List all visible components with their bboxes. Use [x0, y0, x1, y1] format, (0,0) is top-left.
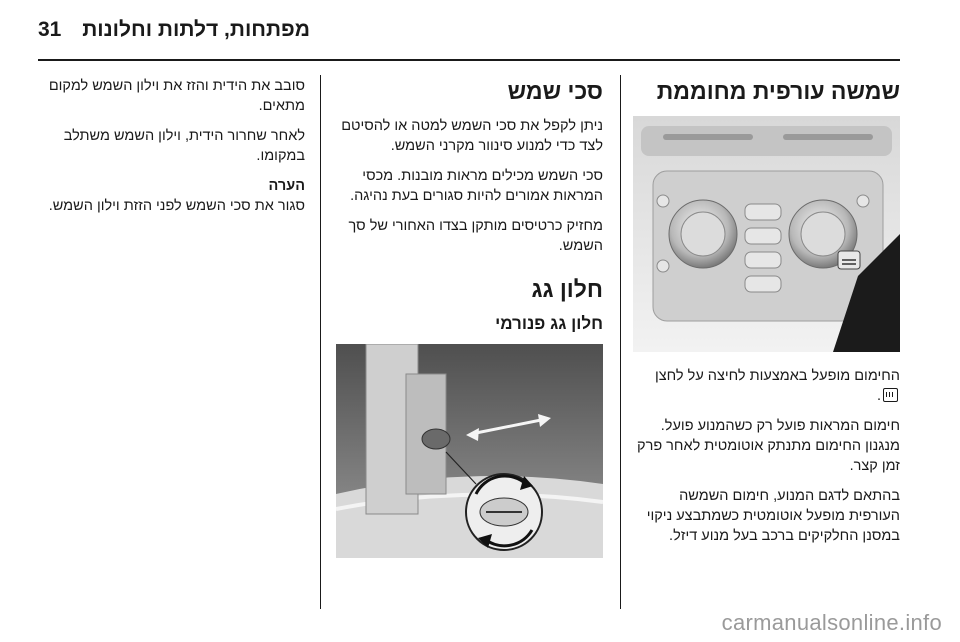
page-header-title: מפתחות, דלתות וחלונות [82, 18, 310, 41]
left-column [38, 76, 305, 226]
rear-window-heater-icon [883, 388, 898, 402]
site-watermark: carmanualsonline.info [721, 610, 942, 635]
right-column [633, 76, 900, 556]
sun-visors-paragraph-3: מחזיק כרטיסים מותקן בצדו האחורי של סך השמש. [348, 218, 603, 254]
climate-control-panel-image [633, 116, 900, 352]
sun-visors-paragraph-1: ניתן לקפל את סכי השמש למטה או להסיטם לצד כדי למנוע סינוור מקרני השמש. [341, 118, 603, 154]
sunshade-instruction-2: לאחר שחרור הידית, וילון השמש משתלב במקומו. [63, 128, 305, 164]
column-divider-left [320, 75, 321, 609]
heater-operation-text: חימום המראות פועל רק כשהמנוע פועל. מנגנון החימום מתנתק אוטומטית לאחר פרק זמן קצר. [637, 418, 900, 474]
heater-activation-text: החימום מופעל באמצעות לחיצה על לחצן . [655, 368, 900, 404]
sun-visors-paragraph-2: סכי השמש מכילים מראות מובנות. מכסי המראות אמורים להיות סגורים בעת נהיגה. [350, 168, 603, 204]
heated-rear-window-heading: שמשה עורפית מחוממת [656, 78, 900, 104]
note-text: סגור את סכי השמש לפני הזזת וילון השמש. [48, 198, 305, 214]
panoramic-sunroof-subheading: חלון גג פנורמי [495, 314, 603, 333]
diesel-filter-text: בהתאם לדגם המנוע, חימום השמשה העורפית מופעל אוטומטית כשמתבצע ניקוי במסנן החלקיקים ברכב בעל מנוע דיזל. [646, 488, 900, 544]
middle-column [336, 76, 603, 572]
sunroof-heading: חלון גג [531, 276, 603, 302]
page-number: 31 [38, 18, 62, 41]
note-heading: הערה [268, 178, 305, 194]
column-divider-right [620, 75, 621, 609]
header-rule [38, 59, 900, 61]
sunshade-instruction-1: סובב את הידית והזז את וילון השמש למקום מתאים. [48, 78, 305, 114]
panoramic-roof-image [336, 344, 603, 558]
sun-visors-heading: סכי שמש [507, 78, 603, 104]
